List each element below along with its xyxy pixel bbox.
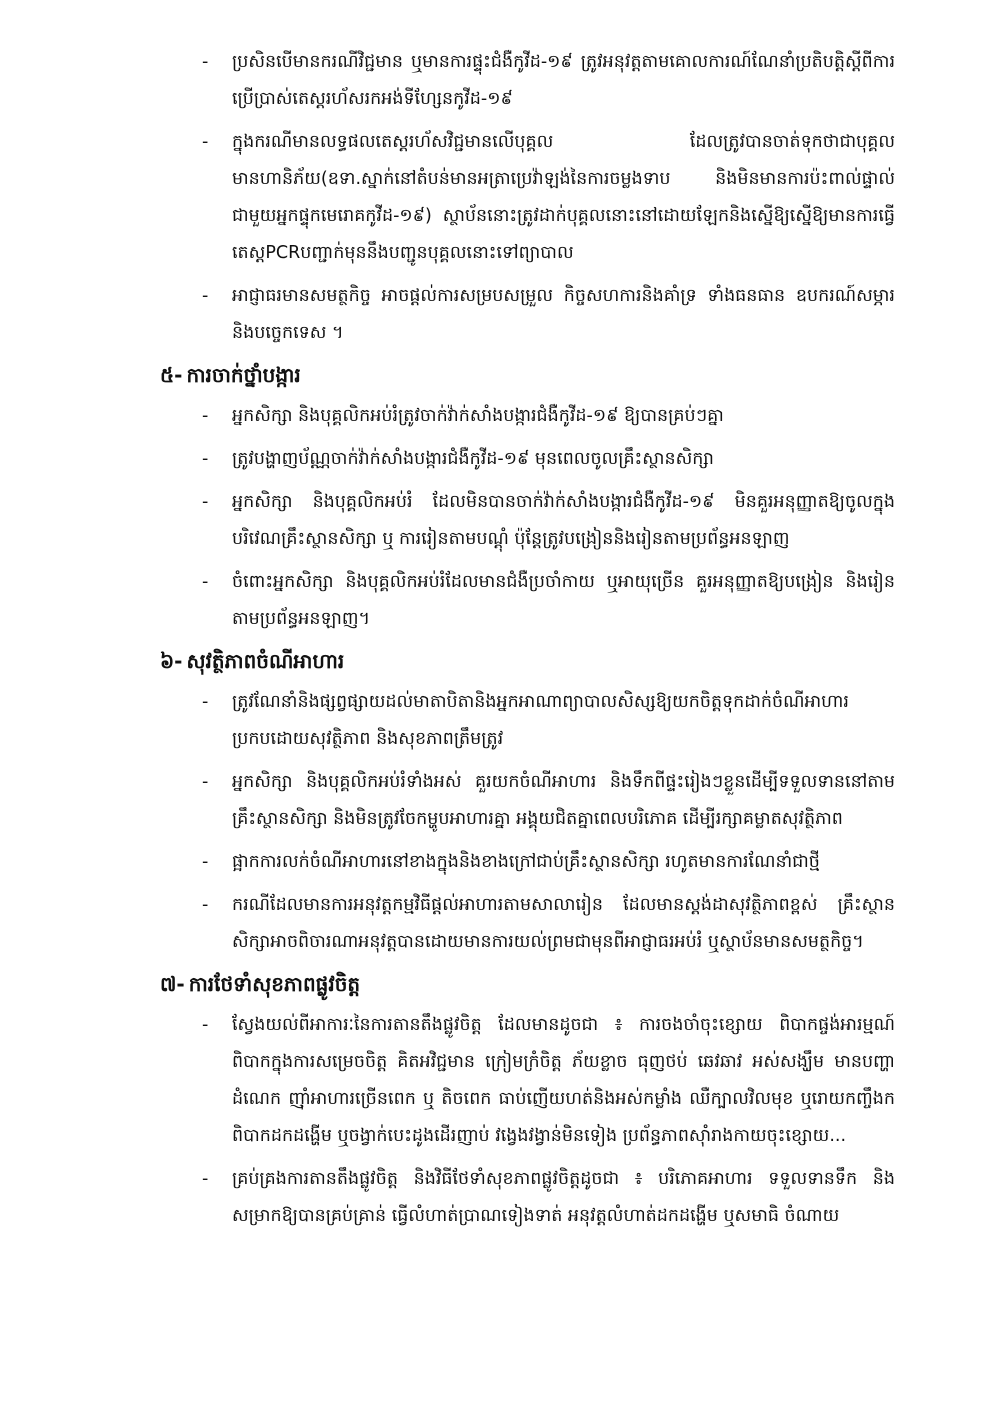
list-item-text: អ្នកសិក្សា និងបុគ្គលិកអប់រំទាំងអស់ គួរយកចំណីអាហារ និងទឹកពីផ្ទះរៀងៗខ្លួនដើម្បីទទួលទាននៅតាមគ្រឹះស្ថានសិក្សា និងមិនត្រូវចែកម្ហូបអាហារគ្នា អង្គុយជិតគ្នាពេលបរិភោគ ដើម្បីរក្សាគម្លាតសុវត្ថិភាព bbox=[232, 772, 895, 829]
list-item bbox=[166, 1161, 895, 1235]
bullet-dash: - bbox=[202, 406, 209, 426]
list-item bbox=[166, 441, 895, 478]
bullet-dash: - bbox=[202, 692, 209, 712]
section-heading-food-safety bbox=[160, 644, 895, 678]
bullet-dash: - bbox=[202, 52, 209, 72]
list-item-text: ប្រសិនបើមានករណីវិជ្ជមាន ឬមានការផ្ទុះជំងឺកូវីដ-១៩ ត្រូវអនុវត្តតាមគោលការណ៍ណែនាំប្រតិបត្តិស្តីពីការប្រើប្រាស់តេស្តរហ័សរកអង់ទីហ្សែនកូវីដ-១៩ bbox=[232, 52, 895, 109]
section-heading-vaccination bbox=[160, 358, 895, 392]
list-item bbox=[166, 398, 895, 435]
list-item bbox=[166, 887, 895, 961]
list-item bbox=[166, 124, 895, 272]
section-title: ការថែទាំសុខភាពផ្លូវចិត្ត bbox=[188, 972, 361, 996]
list-item-text: អ្នកសិក្សា និងបុគ្គលិកអប់រំត្រូវចាក់វ៉ាក់សាំងបង្ការជំងឺកូវីដ-១៩ ឱ្យបានគ្រប់ៗគ្នា bbox=[232, 406, 724, 426]
list-item bbox=[166, 1007, 895, 1155]
bullet-dash: - bbox=[202, 492, 209, 512]
list-item-text: ត្រូវណែនាំនិងផ្សព្វផ្សាយដល់មាតាបិតានិងអ្នកអាណាព្យាបាលសិស្សឱ្យយកចិត្តទុកដាក់ចំណីអាហារប្រកបដោយសុវត្ថិភាព និងសុខភាពត្រឹមត្រូវ bbox=[232, 692, 849, 749]
section-title: ការចាក់ថ្នាំបង្ការ bbox=[186, 363, 301, 387]
bullet-dash: - bbox=[202, 132, 209, 152]
list-item-text: ក្នុងករណីមានលទ្ធផលតេស្តរហ័សវិជ្ជមានលើបុគ្គល ដែលត្រូវបានចាត់ទុកថាជាបុគ្គលមានហានិភ័យ(ឧទា.ស្នាក់នៅតំបន់មានអត្រាប្រេវ៉ាឡង់នៃការចម្លងទាប និងមិនមានការប៉ះពាល់ផ្ទាល់ជាមួយអ្នកផ្ទុកមេរោគកូវីដ-១៩) ស្ថាប័ននោះត្រូវដាក់បុគ្គលនោះនៅដោយឡែកនិងស្នើឱ្យស្នើឱ្យមានការធ្វើតេស្តPCRបញ្ជាក់មុននឹងបញ្ជូនបុគ្គលនោះទៅព្យាបាល bbox=[232, 132, 895, 263]
intro-list bbox=[166, 44, 895, 352]
list-item-text: ផ្អាកការលក់ចំណីអាហារនៅខាងក្នុងនិងខាងក្រៅជាប់គ្រឹះស្ថានសិក្សា រហូតមានការណែនាំជាថ្មី bbox=[232, 852, 820, 872]
list-item-text: ករណីដែលមានការអនុវត្តកម្មវិធីផ្តល់អាហារតាមសាលារៀន ដែលមានស្តង់ដាសុវត្ថិភាពខ្ពស់ គ្រឹះស្ថានសិក្សាអាចពិចារណាអនុវត្តបានដោយមានការយល់ព្រមជាមុនពីអាជ្ញាធរអប់រំ ឬស្ថាប័នមានសមត្ថកិច្ច។ bbox=[232, 895, 895, 952]
section-number: ៥- bbox=[160, 363, 183, 387]
list-item bbox=[166, 564, 895, 638]
list-item-text: អាជ្ញាធរមានសមត្ថកិច្ច អាចផ្តល់ការសម្របសម្រួល កិច្ចសហការនិងគាំទ្រ ទាំងធនធាន ឧបករណ៍សម្ភារនិងបច្ចេកទេស ។ bbox=[232, 286, 895, 343]
bullet-dash: - bbox=[202, 1015, 209, 1035]
list-item bbox=[166, 44, 895, 118]
food-safety-list bbox=[166, 684, 895, 961]
list-item bbox=[166, 684, 895, 758]
bullet-dash: - bbox=[202, 572, 209, 592]
bullet-dash: - bbox=[202, 286, 209, 306]
list-item-text: ចំពោះអ្នកសិក្សា និងបុគ្គលិកអប់រំដែលមានជំងឺប្រចាំកាយ ឬអាយុច្រើន គួរអនុញ្ញាតឱ្យបង្រៀន និងរៀនតាមប្រព័ន្ធអនឡាញ។ bbox=[232, 572, 895, 629]
list-item bbox=[166, 278, 895, 352]
mental-health-list bbox=[166, 1007, 895, 1235]
bullet-dash: - bbox=[202, 449, 209, 469]
vaccination-list bbox=[166, 398, 895, 638]
bullet-dash: - bbox=[202, 772, 209, 792]
section-title: សុវត្ថិភាពចំណីអាហារ bbox=[186, 649, 345, 673]
section-number: ៧- bbox=[160, 972, 185, 996]
list-item-text: ស្វែងយល់ពីអាការៈនៃការតានតឹងផ្លូវចិត្ត ដែលមានដូចជា ៖ ការចងចាំចុះខ្សោយ ពិបាកផ្ចង់អារម្មណ៍ ពិបាកក្នុងការសម្រេចចិត្ត គិតអវិជ្ជមាន ក្រៀមក្រំចិត្ត ភ័យខ្លាច ធុញថប់ ឆេវឆាវ អស់សង្ឃឹម មានបញ្ហាដំណេក ញ៉ាំអាហារច្រើនពេក ឬ តិចពេក ធាប់ញើយហត់និងអស់កម្លាំង ឈឺក្បាលវិលមុខ ឬរោយកញ្ចឹងក ពិបាកដកដង្ហើម ឬចង្វាក់បេះដូងដើរញាប់ វង្វេងវង្វាន់មិនទៀង ប្រព័ន្ធភាពស៊ាំរាងកាយចុះខ្សោយ... bbox=[232, 1015, 895, 1146]
bullet-dash: - bbox=[202, 895, 209, 915]
section-heading-mental-health bbox=[160, 967, 895, 1001]
bullet-dash: - bbox=[202, 852, 209, 872]
list-item-text: ត្រូវបង្ហាញប័ណ្ណចាក់វ៉ាក់សាំងបង្ការជំងឺកូវីដ-១៩ មុនពេលចូលគ្រឹះស្ថានសិក្សា bbox=[232, 449, 714, 469]
list-item bbox=[166, 484, 895, 558]
section-number: ៦- bbox=[160, 649, 183, 673]
list-item-text: គ្រប់គ្រងការតានតឹងផ្លូវចិត្ត និងវិធីថែទាំសុខភាពផ្លូវចិត្តដូចជា ៖ បរិភោគអាហារ ទទួលទានទឹក និងសម្រាកឱ្យបានគ្រប់គ្រាន់ ធ្វើលំហាត់ប្រាណទៀងទាត់ អនុវត្តលំហាត់ដកដង្ហើម ឬសមាធិ ចំណាយ bbox=[232, 1169, 895, 1226]
list-item bbox=[166, 764, 895, 838]
list-item bbox=[166, 844, 895, 881]
bullet-dash: - bbox=[202, 1169, 209, 1189]
list-item-text: អ្នកសិក្សា និងបុគ្គលិកអប់រំ ដែលមិនបានចាក់វ៉ាក់សាំងបង្ការជំងឺកូវីដ-១៩ មិនគួរអនុញ្ញាតឱ្យចូលក្នុងបរិវេណគ្រឹះស្ថានសិក្សា ឬ ការរៀនតាមបណ្តុំ ប៉ុន្តែត្រូវបង្រៀននិងរៀនតាមប្រព័ន្ធអនឡាញ bbox=[232, 492, 895, 549]
